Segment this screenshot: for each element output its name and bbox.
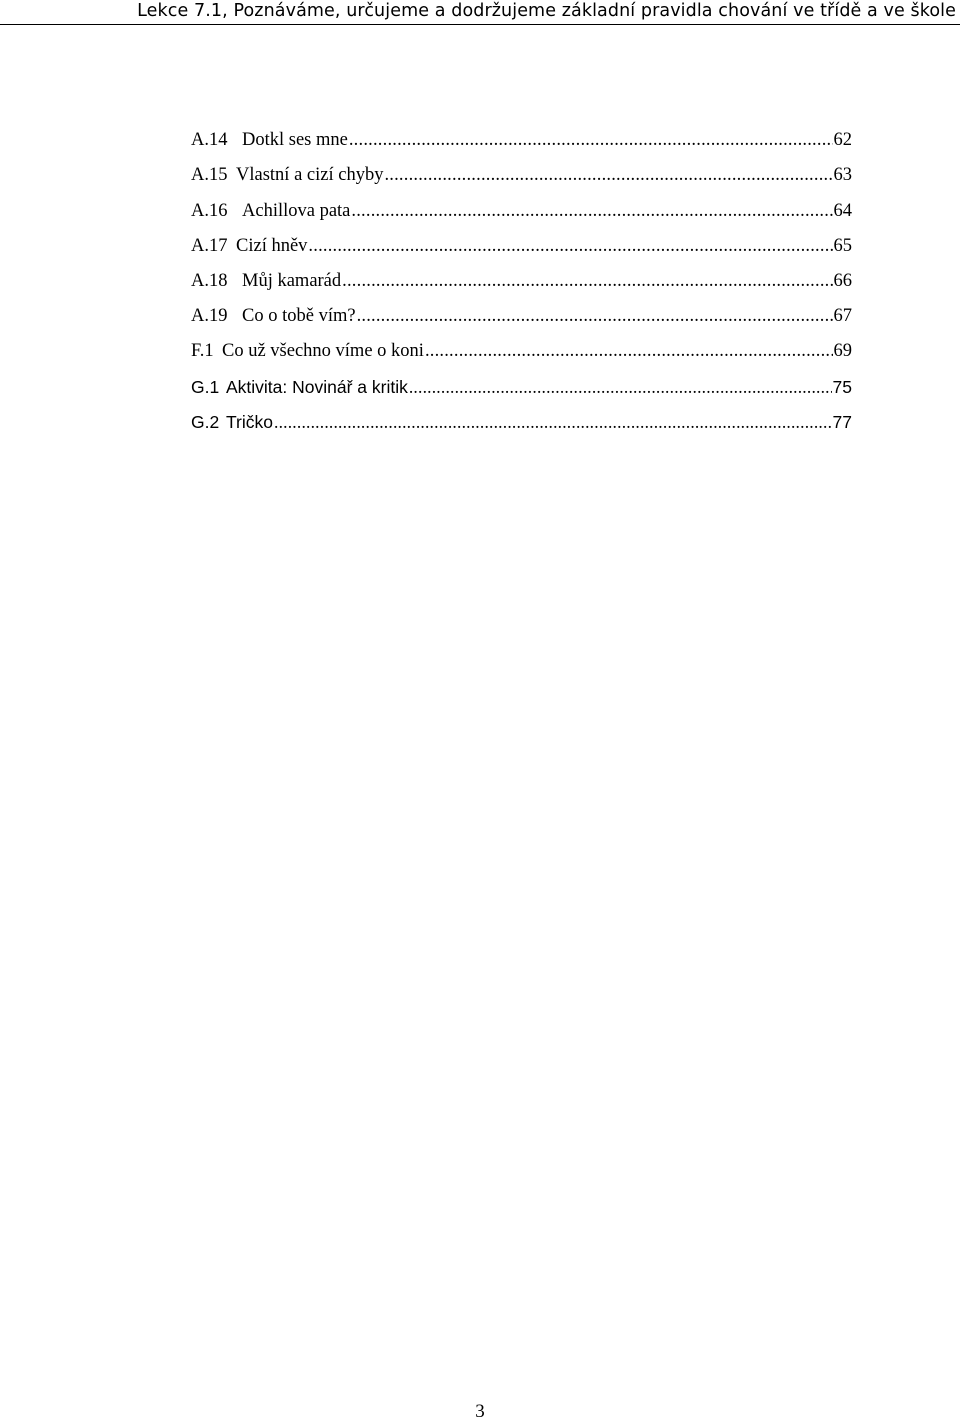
toc-entry[interactable] — [191, 400, 852, 435]
toc-entry[interactable] — [191, 224, 852, 259]
toc-entry-page: 77 — [832, 411, 852, 432]
page-number: 3 — [475, 1401, 485, 1422]
toc-entry-page: 66 — [833, 270, 852, 291]
toc-entry[interactable] — [191, 188, 852, 223]
toc-dot-leader — [384, 162, 832, 188]
toc-dot-leader — [308, 233, 832, 259]
toc-dot-leader — [351, 198, 832, 224]
toc-entry-number: A.14 — [191, 130, 228, 151]
toc-entry-page: 75 — [832, 376, 852, 397]
table-of-contents — [191, 118, 852, 435]
toc-entry-number: A.16 — [191, 200, 228, 221]
toc-entry-page: 67 — [833, 306, 852, 327]
toc-entry-number: G.2 — [191, 411, 220, 432]
toc-entry-title: Můj kamarád — [242, 270, 342, 291]
toc-entry-number: G.1 — [191, 376, 220, 397]
toc-entry-title: Dotkl ses mne — [242, 130, 348, 151]
toc-entry-page: 63 — [833, 165, 852, 186]
toc-entry[interactable] — [191, 329, 852, 364]
toc-entry[interactable] — [191, 153, 852, 188]
toc-entry-page: 69 — [833, 341, 852, 362]
toc-entry-label — [191, 198, 350, 224]
toc-entry-page: 64 — [833, 200, 852, 221]
toc-entry-number: A.17 — [191, 235, 228, 256]
running-header — [0, 0, 960, 25]
toc-entry-label — [191, 374, 408, 400]
toc-entry-label — [191, 409, 273, 435]
toc-entry-label — [191, 268, 341, 294]
toc-entry[interactable] — [191, 118, 852, 153]
toc-dot-leader — [425, 338, 833, 364]
toc-dot-leader — [274, 409, 832, 435]
toc-entry[interactable] — [191, 364, 852, 399]
toc-entry[interactable] — [191, 294, 852, 329]
toc-entry-title: Vlastní a cizí chyby — [236, 165, 384, 186]
toc-entry-number: F.1 — [191, 341, 214, 362]
toc-entry-label — [191, 162, 383, 188]
toc-entry-label — [191, 233, 307, 259]
toc-entry-label — [191, 127, 348, 153]
toc-entry-title: Cizí hněv — [236, 235, 308, 256]
toc-entry-title: Tričko — [226, 411, 273, 432]
toc-entry-page: 62 — [833, 130, 852, 151]
toc-dot-leader — [349, 127, 833, 153]
toc-entry-number: A.15 — [191, 165, 228, 186]
toc-dot-leader — [342, 268, 832, 294]
toc-entry-number: A.18 — [191, 270, 228, 291]
toc-entry-page: 65 — [833, 235, 852, 256]
toc-dot-leader — [357, 303, 833, 329]
toc-entry[interactable] — [191, 259, 852, 294]
toc-entry-label — [191, 338, 424, 364]
running-header-title: Lekce 7.1, Poznáváme, určujeme a dodržujeme základní pravidla chování ve třídě a ve škole — [137, 1, 956, 21]
toc-entry-title: Aktivita: Novinář a kritik — [226, 376, 408, 397]
toc-entry-title: Achillova pata — [242, 200, 351, 221]
toc-entry-title: Co už všechno víme o koni — [222, 341, 424, 362]
toc-entry-label — [191, 303, 356, 329]
toc-entry-title: Co o tobě vím? — [242, 306, 356, 327]
toc-entry-number: A.19 — [191, 306, 228, 327]
toc-dot-leader — [409, 374, 832, 400]
